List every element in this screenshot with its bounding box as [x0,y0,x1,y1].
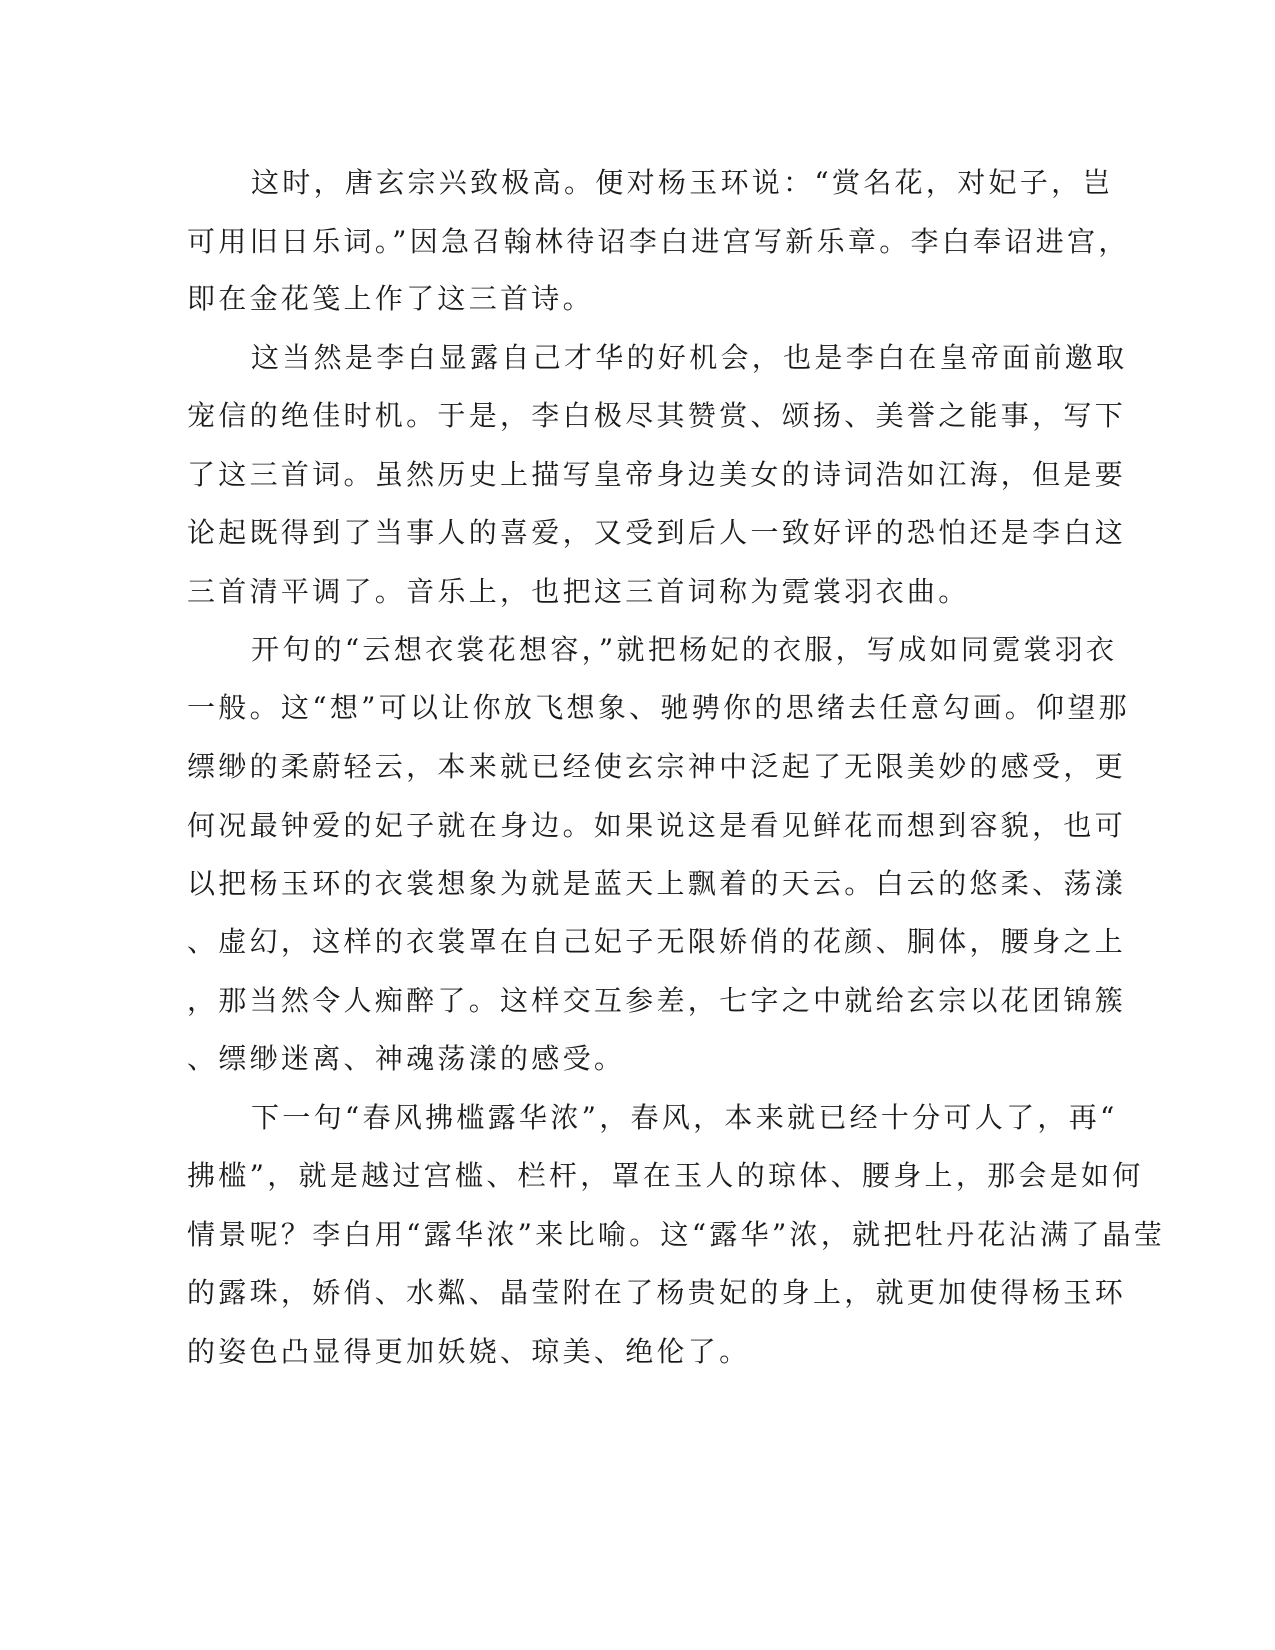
paragraph-3-line-8: 、缥缈迷离、神魂荡漾的感受。 [187,1042,626,1075]
paragraph-3-line-6: 、虚幻，这样的衣裳罩在自己妃子无限娇俏的花颜、胴体，腰身之上 [187,925,1127,958]
paragraph-3-line-5: 以把杨玉环的衣裳想象为就是蓝天上飘着的天云。白云的悠柔、荡漾 [187,867,1127,900]
paragraph-4-line-1: 下一句“春风拂槛露华浓”，春风，本来就已经十分可人了，再“ [251,1101,1118,1134]
paragraph-3-line-2: 一般。这“想”可以让你放飞想象、驰骋你的思绪去任意勾画。仰望那 [187,691,1130,724]
paragraph-2-line-5: 三首清平调了。音乐上，也把这三首词称为霓裳羽衣曲。 [187,575,970,608]
paragraph-4-line-5: 的姿色凸显得更加妖娆、琼美、绝伦了。 [187,1335,751,1368]
paragraph-4-line-4: 的露珠，娇俏、水粼、晶莹附在了杨贵妃的身上，就更加使得杨玉环 [187,1276,1127,1309]
paragraph-3-line-4: 何况最钟爱的妃子就在身边。如果说这是看见鲜花而想到容貌，也可 [187,809,1127,842]
paragraph-3-line-7: ，那当然令人痴醉了。这样交互参差，七字之中就给玄宗以花团锦簇 [187,984,1127,1017]
paragraph-1-line-1: 这时，唐玄宗兴致极高。便对杨玉环说：“赏名花，对妃子，岂 [251,166,1114,199]
paragraph-4-line-2: 拂槛”，就是越过宫槛、栏杆，罩在玉人的琼体、腰身上，那会是如何 [187,1159,1144,1192]
paragraph-2-line-3: 了这三首词。虽然历史上描写皇帝身边美女的诗词浩如江海，但是要 [187,458,1127,491]
paragraph-1-line-2: 可用旧日乐词。”因急召翰林待诏李白进宫写新乐章。李白奉诏进宫， [187,225,1130,258]
paragraph-3-line-1: 开句的“云想衣裳花想容，”就把杨妃的衣服，写成如同霓裳羽衣 [251,633,1118,666]
paragraph-2-line-4: 论起既得到了当事人的喜爱，又受到后人一致好评的恐怕还是李白这 [187,516,1127,549]
paragraph-2-line-1: 这当然是李白显露自己才华的好机会，也是李白在皇帝面前邀取 [251,341,1128,374]
paragraph-1-line-3: 即在金花笺上作了这三首诗。 [187,282,594,315]
paragraph-3-line-3: 缥缈的柔蔚轻云，本来就已经使玄宗神中泛起了无限美妙的感受，更 [187,750,1127,783]
paragraph-2-line-2: 宠信的绝佳时机。于是，李白极尽其赞赏、颂扬、美誉之能事，写下 [187,399,1127,432]
paragraph-4-line-3: 情景呢？李白用“露华浓”来比喻。这“露华”浓，就把牡丹花沾满了晶莹 [187,1218,1166,1251]
